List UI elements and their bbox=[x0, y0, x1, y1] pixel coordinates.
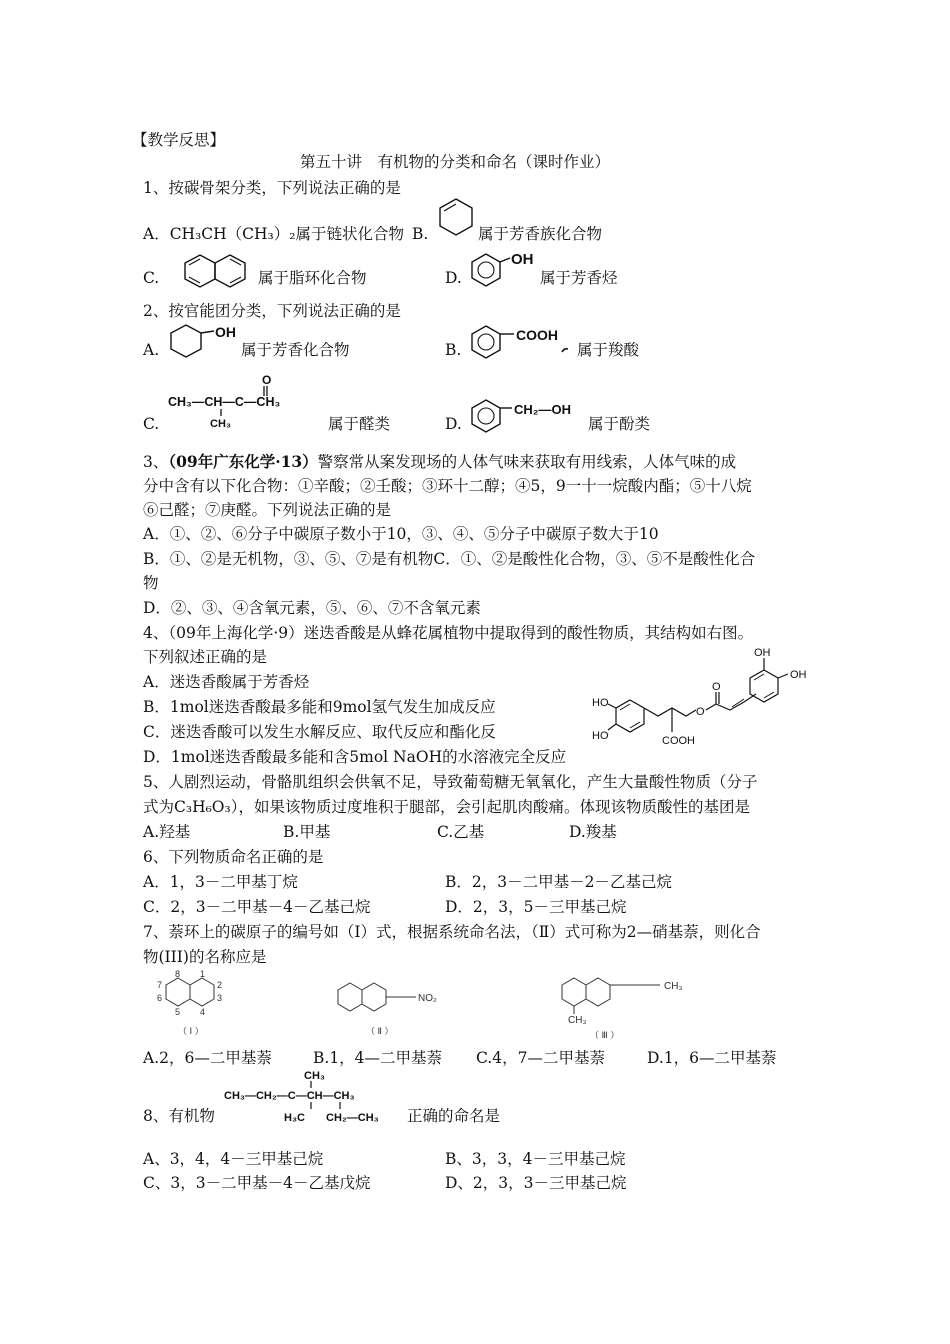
q2-option-b-label: B. bbox=[445, 341, 462, 359]
naphthalene-numbering-structure bbox=[148, 968, 248, 1040]
ketone-structure bbox=[166, 373, 326, 429]
q7-ch3-a: CH₃ bbox=[664, 981, 683, 992]
q2-c-formula: CH₃—CH—C—CH₃ bbox=[168, 395, 281, 409]
q7-label-2: （ Ⅱ ） bbox=[366, 1026, 394, 1036]
q2-c-methyl: CH₃ bbox=[210, 418, 231, 429]
q5-option-a: A.羟基 bbox=[143, 823, 191, 841]
q7-num-6: 6 bbox=[157, 993, 163, 1003]
q2-d-group: CH₂—OH bbox=[514, 402, 572, 417]
q8-suffix: 正确的命名是 bbox=[407, 1107, 501, 1125]
q2-option-c-label: C. bbox=[143, 415, 160, 433]
q3-number: 3、 bbox=[143, 453, 169, 471]
q2-option-d-text: 属于酚类 bbox=[588, 415, 651, 433]
q1-option-c-label: C. bbox=[143, 269, 160, 287]
q2-option-a-text: 属于芳香化合物 bbox=[241, 341, 350, 359]
phenol-structure bbox=[470, 248, 540, 288]
q1-option-d-label: D. bbox=[445, 269, 462, 287]
q2-c-oxygen: O bbox=[262, 373, 272, 387]
q7-num-1: 1 bbox=[200, 969, 206, 979]
q8-option-c: C、3，3－二甲基－4－乙基戊烷 bbox=[143, 1174, 371, 1192]
q3-text: 警察常从案发现场的人体气味来获取有用线索，人体气味的成 bbox=[317, 453, 737, 471]
q8-formula-bot-2: CH₂—CH₃ bbox=[326, 1112, 379, 1124]
q4-option-b: B．1mol迷迭香酸最多能和9mol氢气发生加成反应 bbox=[143, 698, 496, 716]
q3-option-b-cont: 物 bbox=[143, 574, 159, 592]
q1-option-b-text: 属于芳香族化合物 bbox=[478, 225, 603, 243]
q6-stem: 6、下列物质命名正确的是 bbox=[143, 848, 324, 866]
q7-line-1: 7、萘环上的碳原子的编号如（Ⅰ）式，根据系统命名法，（Ⅱ）式可称为2—硝基萘，则化合 bbox=[143, 923, 761, 941]
q4-line-2: 下列叙述正确的是 bbox=[143, 648, 268, 666]
q4-struct-ho-1: HO bbox=[592, 697, 609, 709]
q7-num-8: 8 bbox=[175, 969, 181, 979]
page-title: 第五十讲 有机物的分类和命名（课时作业） bbox=[300, 153, 611, 171]
dimethylnaphthalene-structure bbox=[556, 968, 716, 1042]
section-header: 【教学反思】 bbox=[132, 131, 226, 149]
q7-num-2: 2 bbox=[217, 980, 223, 990]
q7-option-a: A.2，6—二甲基萘 bbox=[143, 1049, 272, 1067]
rosmarinic-acid-structure bbox=[592, 646, 832, 772]
q4-struct-cooh: COOH bbox=[662, 735, 695, 747]
q2-b-group: COOH bbox=[516, 327, 558, 343]
q4-option-a: A．迷迭香酸属于芳香烃 bbox=[143, 673, 310, 691]
q8-option-d: D、2，3，3－三甲基己烷 bbox=[445, 1174, 627, 1192]
q1-stem: 1、按碳骨架分类，下列说法正确的是 bbox=[143, 179, 401, 197]
q4-struct-o-2: O bbox=[712, 681, 721, 693]
q7-num-3: 3 bbox=[217, 993, 223, 1003]
q7-label-3: （ Ⅲ ） bbox=[590, 1030, 620, 1040]
q3-line-2: 分中含有以下化合物：①辛酸；②壬酸；③环十二醇；④5，9一十一烷酸内酯；⑤十八烷 bbox=[143, 477, 752, 495]
q6-option-a: A．1，3－二甲基丁烷 bbox=[143, 873, 298, 891]
q7-label-1: （ Ⅰ ） bbox=[178, 1026, 204, 1036]
q8-option-a: A、3，4，4－三甲基己烷 bbox=[143, 1150, 324, 1168]
q5-option-b: B.甲基 bbox=[283, 823, 331, 841]
q2-option-d-label: D. bbox=[445, 415, 462, 433]
q3-line-3: ⑥己醛；⑦庚醛。下列说法正确的是 bbox=[143, 501, 392, 519]
q1-option-b-label: B. bbox=[412, 225, 429, 243]
q3-option-d: D．②、③、④含氧元素，⑤、⑥、⑦不含氧元素 bbox=[143, 599, 481, 617]
q3-source: （09年广东化学·13） bbox=[168, 452, 318, 471]
naphthalene-structure bbox=[180, 252, 256, 290]
q6-option-c: C．2，3－二甲基－4－乙基己烷 bbox=[143, 898, 371, 916]
q5-option-d: D.羧基 bbox=[569, 823, 617, 841]
q7-num-4: 4 bbox=[200, 1007, 206, 1017]
q5-line-2: 式为C₃H₆O₃），如果该物质过度堆积于腿部，会引起肌肉酸痛。体现该物质酸性的基团是 bbox=[143, 798, 750, 816]
q4-option-c: C．迷迭香酸可以发生水解反应、取代反应和酯化反 bbox=[143, 723, 496, 741]
q8-formula-top: CH₃ bbox=[304, 1070, 325, 1082]
q2-a-group: OH bbox=[215, 324, 236, 340]
q7-no2: NO₂ bbox=[418, 993, 437, 1004]
q1-option-a: A．CH₃CH（CH₃）₂属于链状化合物 bbox=[143, 225, 404, 243]
q3-line-1 bbox=[143, 451, 736, 473]
q2-option-c-text: 属于醛类 bbox=[328, 415, 391, 433]
q6-option-b: B．2，3－二甲基－2－乙基己烷 bbox=[445, 873, 672, 891]
q7-option-b: B.1，4—二甲基萘 bbox=[313, 1049, 443, 1067]
q5-line-1: 5、人剧烈运动，骨骼肌组织会供氧不足，导致葡萄糖无氧氧化，产生大量酸性物质（分子 bbox=[143, 773, 758, 791]
q4-struct-oh-2: OH bbox=[790, 669, 807, 681]
nitronaphthalene-structure bbox=[334, 975, 474, 1041]
q2-option-a-label: A. bbox=[143, 341, 160, 359]
q2-stem: 2、按官能团分类，下列说法正确的是 bbox=[143, 302, 401, 320]
q5-option-c: C.乙基 bbox=[437, 823, 485, 841]
q8-formula-main: CH₃—CH₂—C—CH—CH₃ bbox=[224, 1090, 355, 1102]
q1-option-c-text: 属于脂环化合物 bbox=[258, 269, 367, 287]
q4-struct-oh-1: OH bbox=[754, 647, 771, 659]
q4-struct-o-1: O bbox=[696, 706, 705, 718]
q7-option-d: D.1，6—二甲基萘 bbox=[647, 1049, 777, 1067]
q2-option-b-text: 属于羧酸 bbox=[577, 341, 640, 359]
q7-option-c: C.4，7—二甲基萘 bbox=[476, 1049, 605, 1067]
benzyl-alcohol-structure bbox=[470, 396, 588, 434]
q7-num-7: 7 bbox=[157, 980, 163, 990]
q1-d-group: OH bbox=[511, 251, 534, 268]
q7-ch3-b: CH₃ bbox=[568, 1015, 587, 1026]
q7-line-2: 物(III)的名称应是 bbox=[143, 948, 267, 966]
q3-option-a: A．①、②、⑥分子中碳原子数小于10，③、④、⑤分子中碳原子数大于10 bbox=[143, 525, 659, 543]
q7-num-5: 5 bbox=[175, 1007, 181, 1017]
q4-struct-ho-2: HO bbox=[592, 730, 609, 742]
q8-option-b: B、3，3，4－三甲基己烷 bbox=[445, 1150, 626, 1168]
q8-stem: 8、有机物 bbox=[143, 1107, 215, 1125]
q4-line-1: 4、（09年上海化学·9）迷迭香酸是从蜂花属植物中提取得到的酸性物质，其结构如右图。 bbox=[143, 624, 754, 642]
q4-option-d: D．1mol迷迭香酸最多能和含5mol NaOH的水溶液完全反应 bbox=[143, 748, 567, 766]
q6-option-d: D．2，3，5－三甲基己烷 bbox=[445, 898, 627, 916]
q3-option-b: B．①、②是无机物，③、⑤、⑦是有机物C．①、②是酸性化合物，③、⑤不是酸性化合 bbox=[143, 550, 756, 568]
cyclohexene-structure bbox=[436, 195, 476, 241]
q1-option-d-text: 属于芳香烃 bbox=[540, 269, 618, 287]
benzoic-acid-structure bbox=[470, 322, 574, 360]
q8-formula-bot-1: H₃C bbox=[284, 1112, 305, 1124]
cyclohexanol-structure bbox=[168, 320, 244, 362]
q8-formula-structure bbox=[222, 1068, 412, 1126]
